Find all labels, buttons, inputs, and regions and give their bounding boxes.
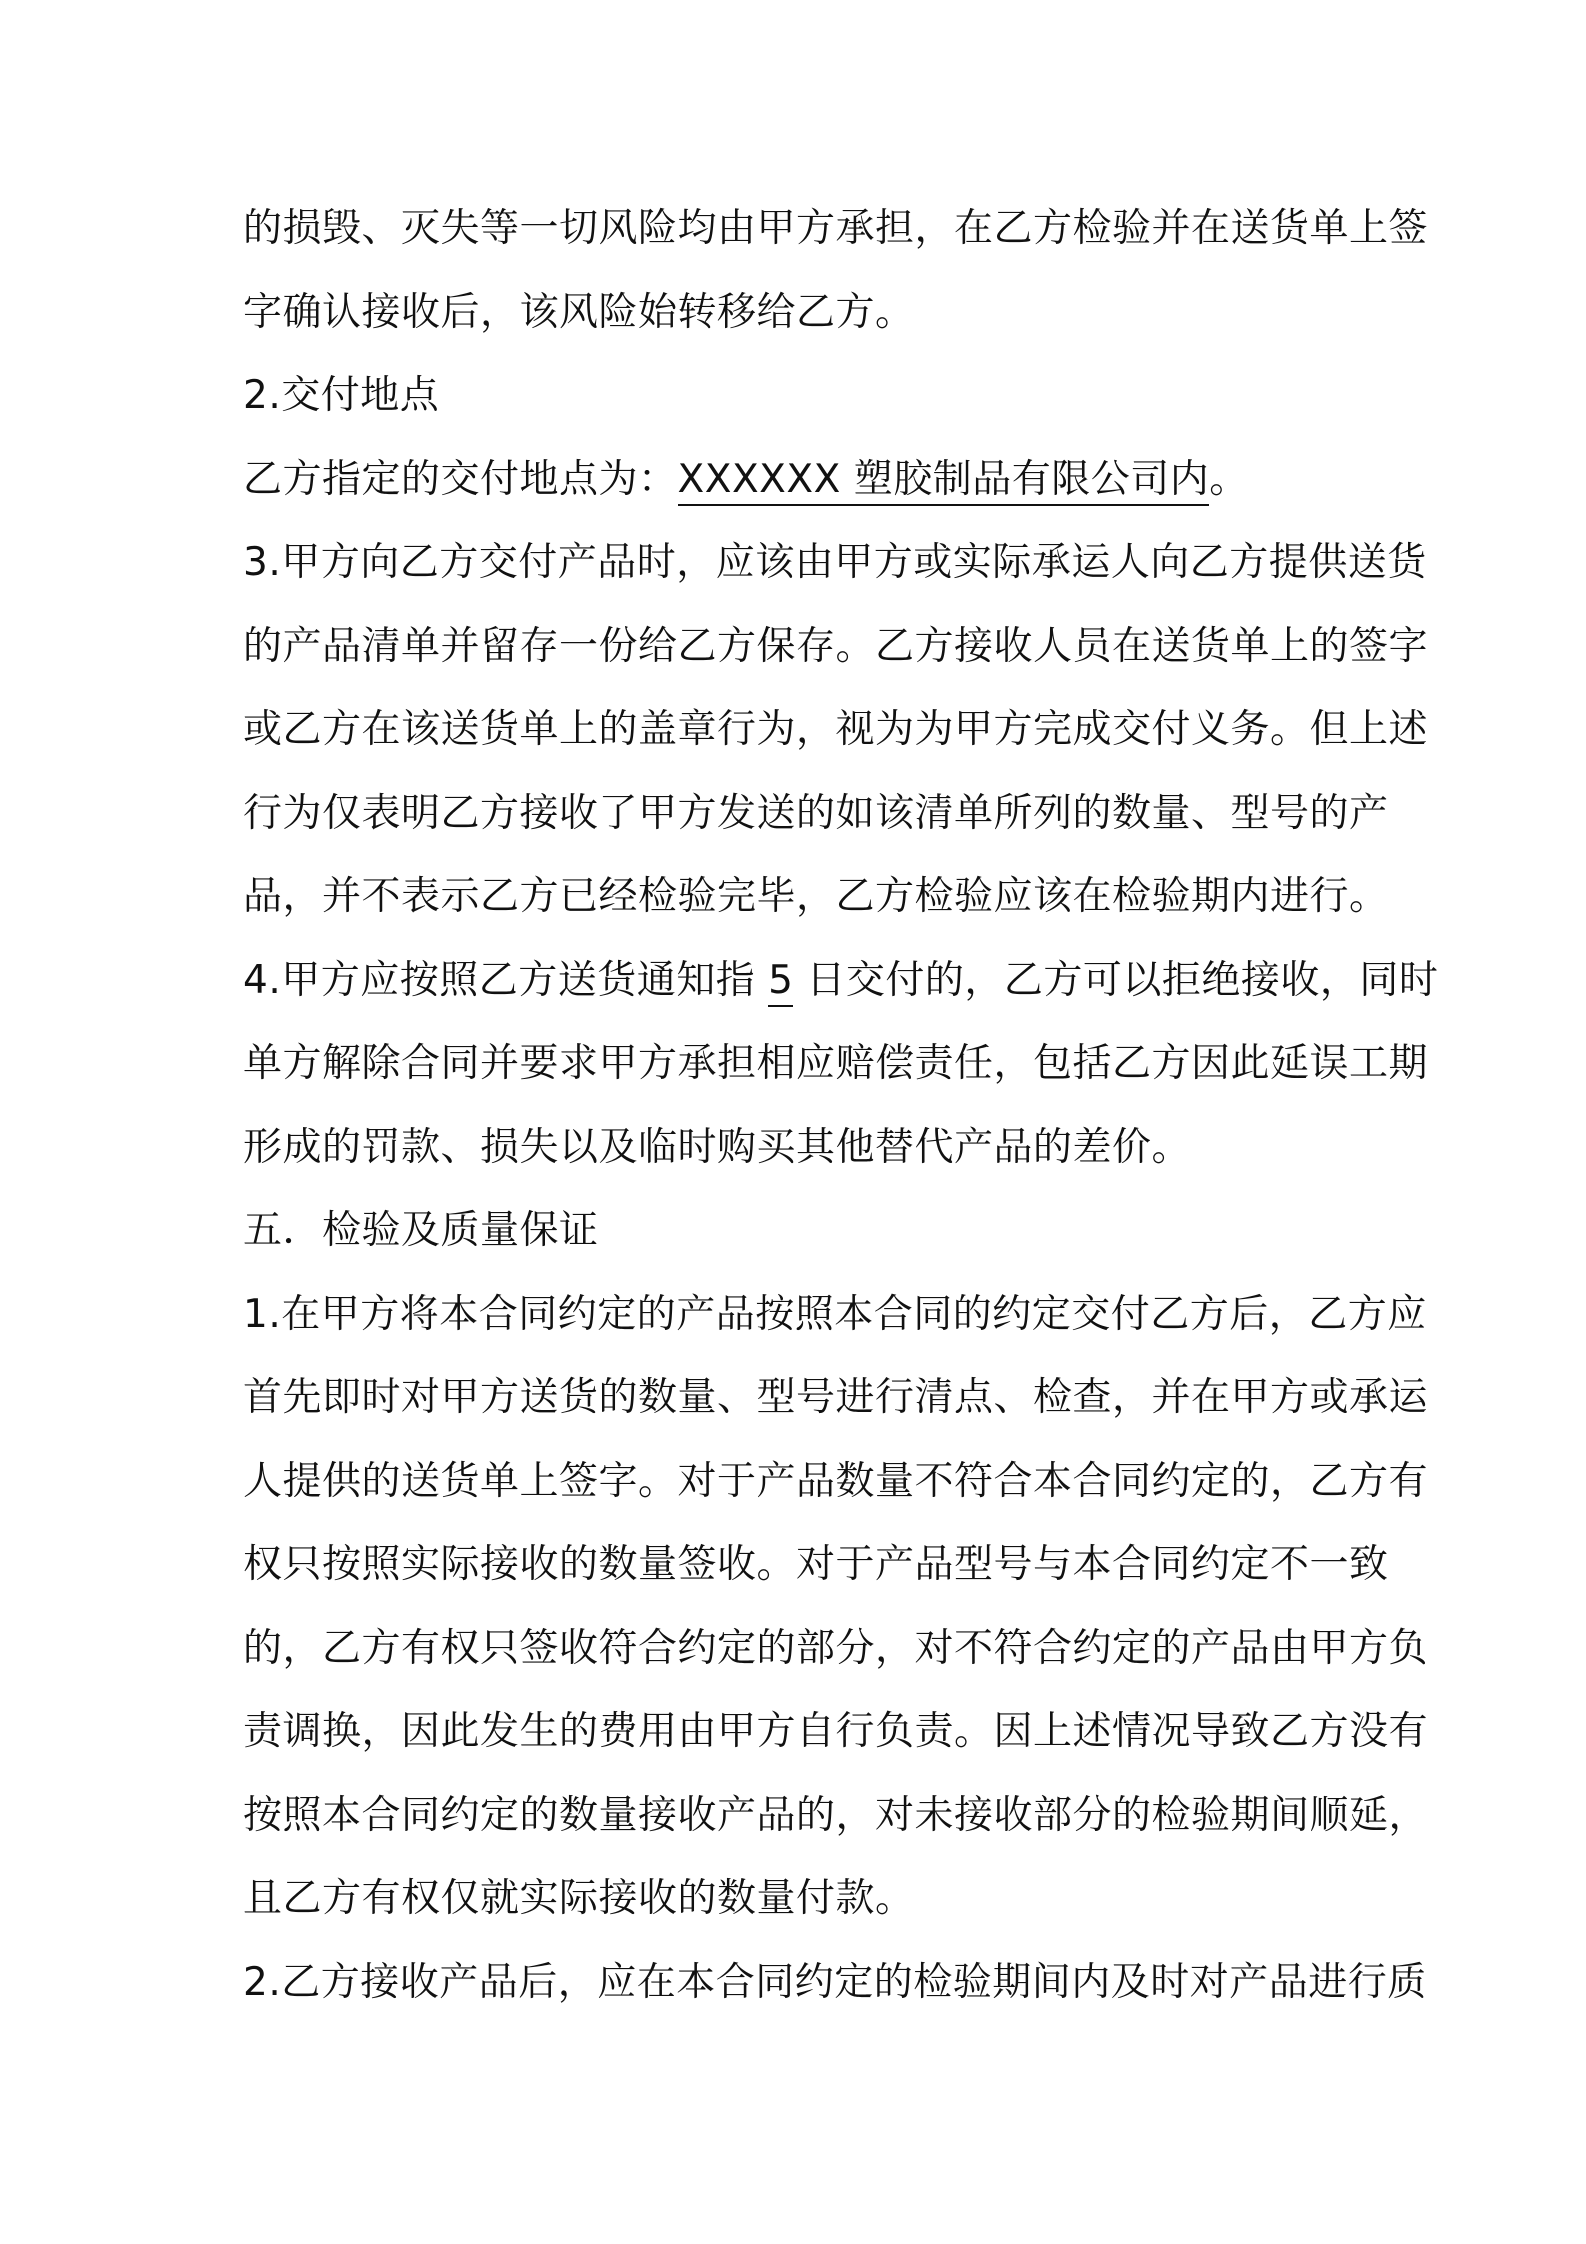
paragraph-line: 的损毁、灭失等一切风险均由甲方承担，在乙方检验并在送货单上签 [243,206,1429,251]
text-suffix: 日交付的，乙方可以拒绝接收，同时 [793,958,1439,1003]
paragraph-line: 行为仅表明乙方接收了甲方发送的如该清单所列的数量、型号的产 [243,791,1389,836]
paragraph-line: 2.乙方接收产品后，应在本合同约定的检验期间内及时对产品进行质 [243,1960,1427,2005]
paragraph-line: 品，并不表示乙方已经检验完毕，乙方检验应该在检验期内进行。 [243,874,1389,919]
section-heading: 五．检验及质量保证 [243,1208,599,1253]
paragraph-line [243,455,1249,505]
paragraph-line: 形成的罚款、损失以及临时购买其他替代产品的差价。 [243,1125,1192,1170]
underlined-field: 5 [768,958,793,1007]
underlined-field: XXXXXX 塑胶制品有限公司内 [678,457,1210,506]
text-suffix: 。 [1209,457,1249,502]
paragraph-line: 首先即时对甲方送货的数量、型号进行清点、检查，并在甲方或承运 [243,1375,1429,1420]
paragraph-line [243,956,1438,1006]
paragraph-line: 或乙方在该送货单上的盖章行为，视为为甲方完成交付义务。但上述 [243,707,1429,752]
paragraph-line: 的，乙方有权只签收符合约定的部分，对不符合约定的产品由甲方负 [243,1626,1429,1671]
paragraph-line: 3.甲方向乙方交付产品时，应该由甲方或实际承运人向乙方提供送货 [243,540,1427,585]
paragraph-line: 按照本合同约定的数量接收产品的，对未接收部分的检验期间顺延， [243,1793,1429,1838]
paragraph-line: 1.在甲方将本合同约定的产品按照本合同的约定交付乙方后，乙方应 [243,1292,1427,1337]
paragraph-line: 人提供的送货单上签字。对于产品数量不符合本合同约定的，乙方有 [243,1459,1429,1504]
paragraph-line: 单方解除合同并要求甲方承担相应赔偿责任，包括乙方因此延误工期 [243,1041,1429,1086]
paragraph-line: 责调换，因此发生的费用由甲方自行负责。因上述情况导致乙方没有 [243,1709,1429,1754]
paragraph-line: 的产品清单并留存一份给乙方保存。乙方接收人员在送货单上的签字 [243,624,1429,669]
section-heading: 2.交付地点 [243,373,440,418]
paragraph-line: 字确认接收后，该风险始转移给乙方。 [243,290,915,335]
text-prefix: 4.甲方应按照乙方送货通知指 [243,958,769,1003]
paragraph-line: 且乙方有权仅就实际接收的数量付款。 [243,1876,915,1921]
paragraph-line: 权只按照实际接收的数量签收。对于产品型号与本合同约定不一致 [243,1542,1389,1587]
text-prefix: 乙方指定的交付地点为： [243,457,678,502]
